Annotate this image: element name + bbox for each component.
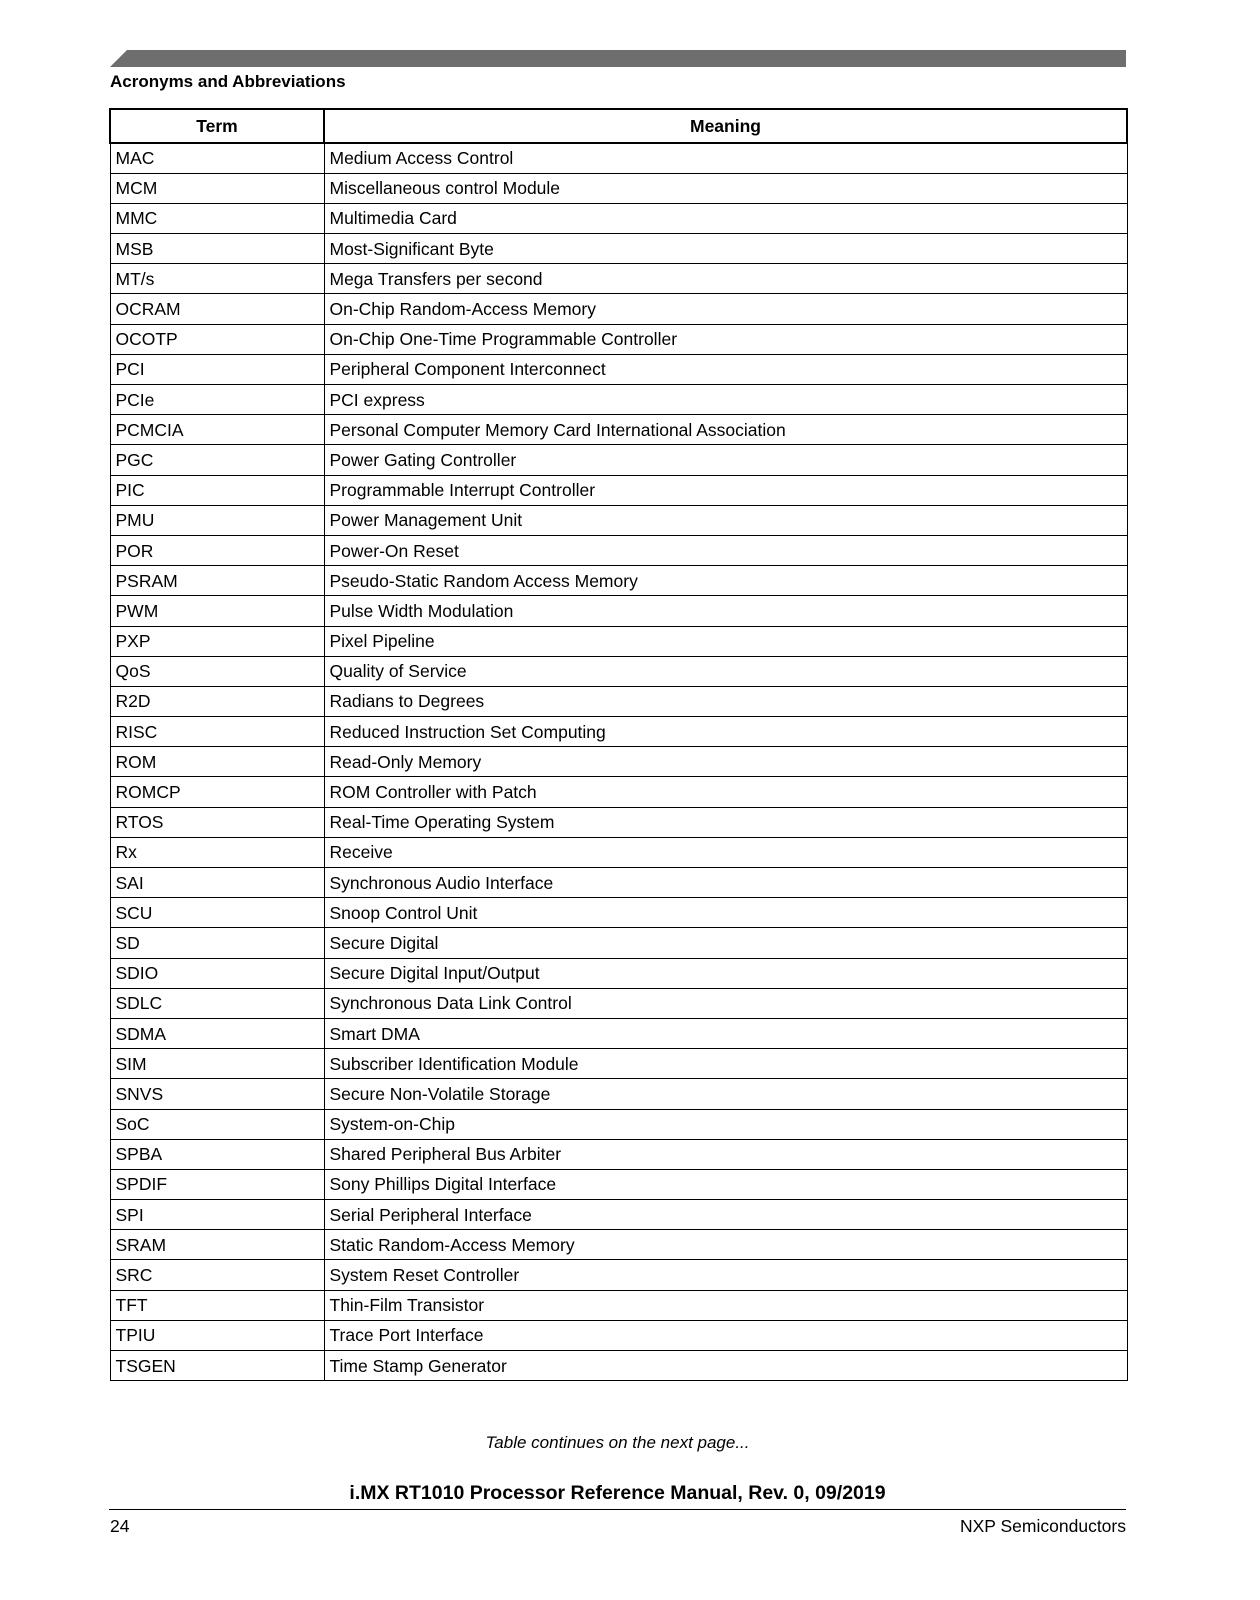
meaning-cell: Programmable Interrupt Controller [324,475,1127,505]
table-row [110,1351,1127,1381]
page-number: 24 [110,1516,130,1536]
term-cell: RISC [110,717,324,747]
table-row [110,566,1127,596]
meaning-cell: Subscriber Identification Module [324,1049,1127,1079]
table-row [110,1139,1127,1169]
table-row [110,1018,1127,1048]
term-cell: TPIU [110,1320,324,1350]
term-cell: OCRAM [110,294,324,324]
table-row [110,686,1127,716]
table-row [110,596,1127,626]
table-row [110,173,1127,203]
meaning-cell: Miscellaneous control Module [324,173,1127,203]
meaning-cell: Power-On Reset [324,535,1127,565]
table-row [110,475,1127,505]
meaning-cell: Power Gating Controller [324,445,1127,475]
header-bar [110,50,1126,67]
term-cell: MSB [110,234,324,264]
table-row [110,1049,1127,1079]
meaning-cell: Synchronous Data Link Control [324,988,1127,1018]
meaning-cell: Multimedia Card [324,203,1127,233]
meaning-cell: Synchronous Audio Interface [324,868,1127,898]
term-cell: SNVS [110,1079,324,1109]
term-cell: SRAM [110,1230,324,1260]
term-cell: SCU [110,898,324,928]
term-cell: RTOS [110,807,324,837]
meaning-cell: Medium Access Control [324,143,1127,173]
meaning-cell: Radians to Degrees [324,686,1127,716]
table-row [110,203,1127,233]
meaning-cell: Mega Transfers per second [324,264,1127,294]
term-cell: SRC [110,1260,324,1290]
table-header-row [110,109,1127,143]
term-cell: QoS [110,656,324,686]
meaning-cell: ROM Controller with Patch [324,777,1127,807]
term-cell: SD [110,928,324,958]
term-cell: SIM [110,1049,324,1079]
table-row [110,143,1127,173]
table-row [110,1079,1127,1109]
meaning-cell: Secure Digital [324,928,1127,958]
term-cell: MCM [110,173,324,203]
term-cell: PWM [110,596,324,626]
table-row [110,445,1127,475]
meaning-cell: Secure Digital Input/Output [324,958,1127,988]
term-cell: SAI [110,868,324,898]
meaning-cell: Read-Only Memory [324,747,1127,777]
meaning-cell: Pixel Pipeline [324,626,1127,656]
column-header-term: Term [110,109,324,143]
term-cell: SDLC [110,988,324,1018]
table-row [110,324,1127,354]
term-cell: TSGEN [110,1351,324,1381]
table-row [110,385,1127,415]
meaning-cell: On-Chip Random-Access Memory [324,294,1127,324]
term-cell: SDIO [110,958,324,988]
table-row [110,1290,1127,1320]
meaning-cell: Receive [324,837,1127,867]
table-row [110,264,1127,294]
meaning-cell: On-Chip One-Time Programmable Controller [324,324,1127,354]
meaning-cell: Smart DMA [324,1018,1127,1048]
term-cell: PXP [110,626,324,656]
table-row [110,717,1127,747]
term-cell: ROMCP [110,777,324,807]
table-row [110,505,1127,535]
meaning-cell: Most-Significant Byte [324,234,1127,264]
table-row [110,837,1127,867]
term-cell: PSRAM [110,566,324,596]
term-cell: OCOTP [110,324,324,354]
table-row [110,415,1127,445]
term-cell: SoC [110,1109,324,1139]
footer-title: i.MX RT1010 Processor Reference Manual, Rev. 0, 09/2019 [349,1482,886,1504]
table-row [110,626,1127,656]
term-cell: ROM [110,747,324,777]
meaning-cell: System Reset Controller [324,1260,1127,1290]
meaning-cell: Pseudo-Static Random Access Memory [324,566,1127,596]
term-cell: PCI [110,354,324,384]
meaning-cell: System-on-Chip [324,1109,1127,1139]
company-name: NXP Semiconductors [959,1516,1126,1536]
table-row [110,807,1127,837]
section-title: Acronyms and Abbreviations [110,72,346,91]
term-cell: TFT [110,1290,324,1320]
meaning-cell: Secure Non-Volatile Storage [324,1079,1127,1109]
meaning-cell: PCI express [324,385,1127,415]
term-cell: PMU [110,505,324,535]
meaning-cell: Quality of Service [324,656,1127,686]
table-row [110,1230,1127,1260]
table-row [110,354,1127,384]
acronyms-table [109,108,1128,1381]
table-row [110,234,1127,264]
meaning-cell: Snoop Control Unit [324,898,1127,928]
table-continues-note: Table continues on the next page... [485,1433,750,1452]
meaning-cell: Peripheral Component Interconnect [324,354,1127,384]
table-row [110,898,1127,928]
table-row [110,1320,1127,1350]
term-cell: MMC [110,203,324,233]
table-body [110,143,1127,1381]
term-cell: PIC [110,475,324,505]
term-cell: PCIe [110,385,324,415]
table-row [110,928,1127,958]
term-cell: SDMA [110,1018,324,1048]
meaning-cell: Reduced Instruction Set Computing [324,717,1127,747]
table-row [110,777,1127,807]
term-cell: POR [110,535,324,565]
term-cell: SPI [110,1200,324,1230]
table-row [110,988,1127,1018]
term-cell: SPDIF [110,1169,324,1199]
meaning-cell: Pulse Width Modulation [324,596,1127,626]
term-cell: SPBA [110,1139,324,1169]
term-cell: R2D [110,686,324,716]
term-cell: Rx [110,837,324,867]
footer-divider [109,1509,1126,1510]
table-row [110,656,1127,686]
term-cell: MAC [110,143,324,173]
meaning-cell: Real-Time Operating System [324,807,1127,837]
table-row [110,747,1127,777]
meaning-cell: Thin-Film Transistor [324,1290,1127,1320]
term-cell: PGC [110,445,324,475]
meaning-cell: Serial Peripheral Interface [324,1200,1127,1230]
table-row [110,1200,1127,1230]
meaning-cell: Static Random-Access Memory [324,1230,1127,1260]
meaning-cell: Shared Peripheral Bus Arbiter [324,1139,1127,1169]
meaning-cell: Power Management Unit [324,505,1127,535]
table-row [110,1169,1127,1199]
term-cell: PCMCIA [110,415,324,445]
term-cell: MT/s [110,264,324,294]
table-row [110,535,1127,565]
meaning-cell: Sony Phillips Digital Interface [324,1169,1127,1199]
meaning-cell: Personal Computer Memory Card International Association [324,415,1127,445]
meaning-cell: Time Stamp Generator [324,1351,1127,1381]
table-row [110,1260,1127,1290]
table-row [110,868,1127,898]
table-row [110,1109,1127,1139]
meaning-cell: Trace Port Interface [324,1320,1127,1350]
table-row [110,958,1127,988]
column-header-meaning: Meaning [324,109,1127,143]
table-row [110,294,1127,324]
